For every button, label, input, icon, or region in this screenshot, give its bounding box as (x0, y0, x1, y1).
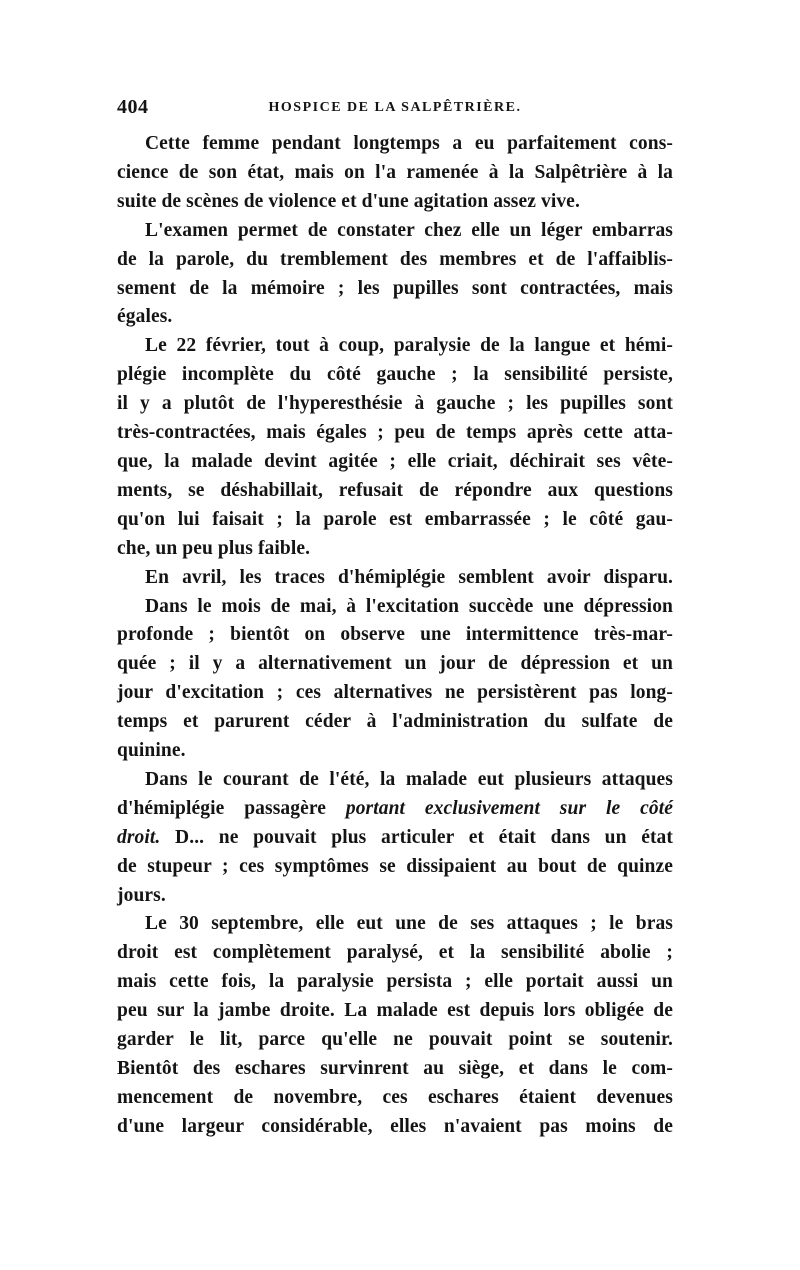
text-line: Le 22 février, tout à coup, paralysie de la langue et hémi- (145, 335, 673, 357)
page-number: 404 (117, 96, 149, 118)
paragraph-7 (117, 910, 673, 1141)
text-line: suite de scènes de violence et d'une agitation assez vive. (117, 190, 580, 212)
running-title: HOSPICE DE LA SALPÊTRIÈRE. (268, 100, 522, 115)
text-line: jour d'excitation ; ces alternatives ne persistèrent pas long- (117, 682, 673, 704)
text-line: sement de la mémoire ; les pupilles sont contractées, mais (117, 277, 673, 299)
text-line: peu sur la jambe droite. La malade est depuis lors obligée de (117, 1000, 673, 1022)
text-line: très-contractées, mais égales ; peu de temps après cette atta- (117, 422, 673, 444)
text-line: d'une largeur considérable, elles n'avaient pas moins de (117, 1115, 673, 1137)
text-run: D... ne pouvait plus articuler et était dans un état (160, 826, 673, 848)
text-line: quinine. (117, 740, 186, 762)
paragraph-3 (117, 332, 673, 563)
paragraph-1 (117, 130, 673, 217)
text-line: profonde ; bientôt on observe une intermittence très-mar- (117, 624, 673, 646)
text-line: Bientôt des eschares survinrent au siège, et dans le com- (117, 1058, 673, 1079)
text-line: de stupeur ; ces symptômes se dissipaient au bout de quinze (117, 855, 673, 877)
paragraph-6 (117, 766, 673, 911)
text-line: que, la malade devint agitée ; elle criait, déchirait ses vête- (117, 450, 673, 472)
text-line: droit est complètement paralysé, et la sensibilité abolie ; (117, 942, 673, 964)
text-line: jours. (117, 884, 166, 906)
text-line: cience de son état, mais on l'a ramenée à la Salpêtrière à la (117, 161, 673, 183)
running-head (117, 96, 673, 120)
text-line (117, 795, 673, 824)
text-line: quée ; il y a alternativement un jour de dépression et un (117, 653, 673, 675)
text-line: Dans le courant de l'été, la malade eut plusieurs attaques (145, 768, 673, 790)
book-page (117, 96, 673, 1142)
paragraph-4 (117, 564, 673, 593)
text-line: qu'on lui faisait ; la parole est embarrassée ; le côté gau- (117, 508, 673, 530)
text-line: garder le lit, parce qu'elle ne pouvait point se soutenir. (117, 1029, 673, 1051)
text-run: d'hémiplégie passagère (117, 797, 346, 819)
paragraph-2 (117, 217, 673, 333)
text-line: plégie incomplète du côté gauche ; la sensibilité persiste, (117, 364, 673, 386)
text-line: En avril, les traces d'hémiplégie semblent avoir disparu. (145, 566, 673, 588)
text-line: mais cette fois, la paralysie persista ; elle portait aussi un (117, 971, 673, 993)
italic-text-run: portant exclusivement sur le côté (345, 797, 673, 819)
text-line: temps et parurent céder à l'administration du sulfate de (117, 711, 673, 733)
text-line: Cette femme pendant longtemps a eu parfaitement cons- (145, 133, 673, 154)
text-line: de la parole, du tremblement des membres et de l'affaiblis- (117, 248, 673, 270)
text-line: che, un peu plus faible. (117, 537, 311, 559)
italic-text-run: droit. (117, 826, 161, 848)
text-line (117, 824, 673, 853)
text-line: Le 30 septembre, elle eut une de ses attaques ; le bras (145, 913, 673, 935)
paragraph-5 (117, 593, 673, 766)
text-line: mencement de novembre, ces eschares étaient devenues (117, 1086, 673, 1108)
text-line: Dans le mois de mai, à l'excitation succède une dépression (145, 595, 673, 617)
text-line: ments, se déshabillait, refusait de répondre aux questions (117, 479, 673, 501)
text-line: L'examen permet de constater chez elle un léger embarras (145, 219, 673, 241)
text-line: égales. (117, 306, 173, 328)
text-line: il y a plutôt de l'hyperesthésie à gauche ; les pupilles sont (117, 393, 673, 415)
